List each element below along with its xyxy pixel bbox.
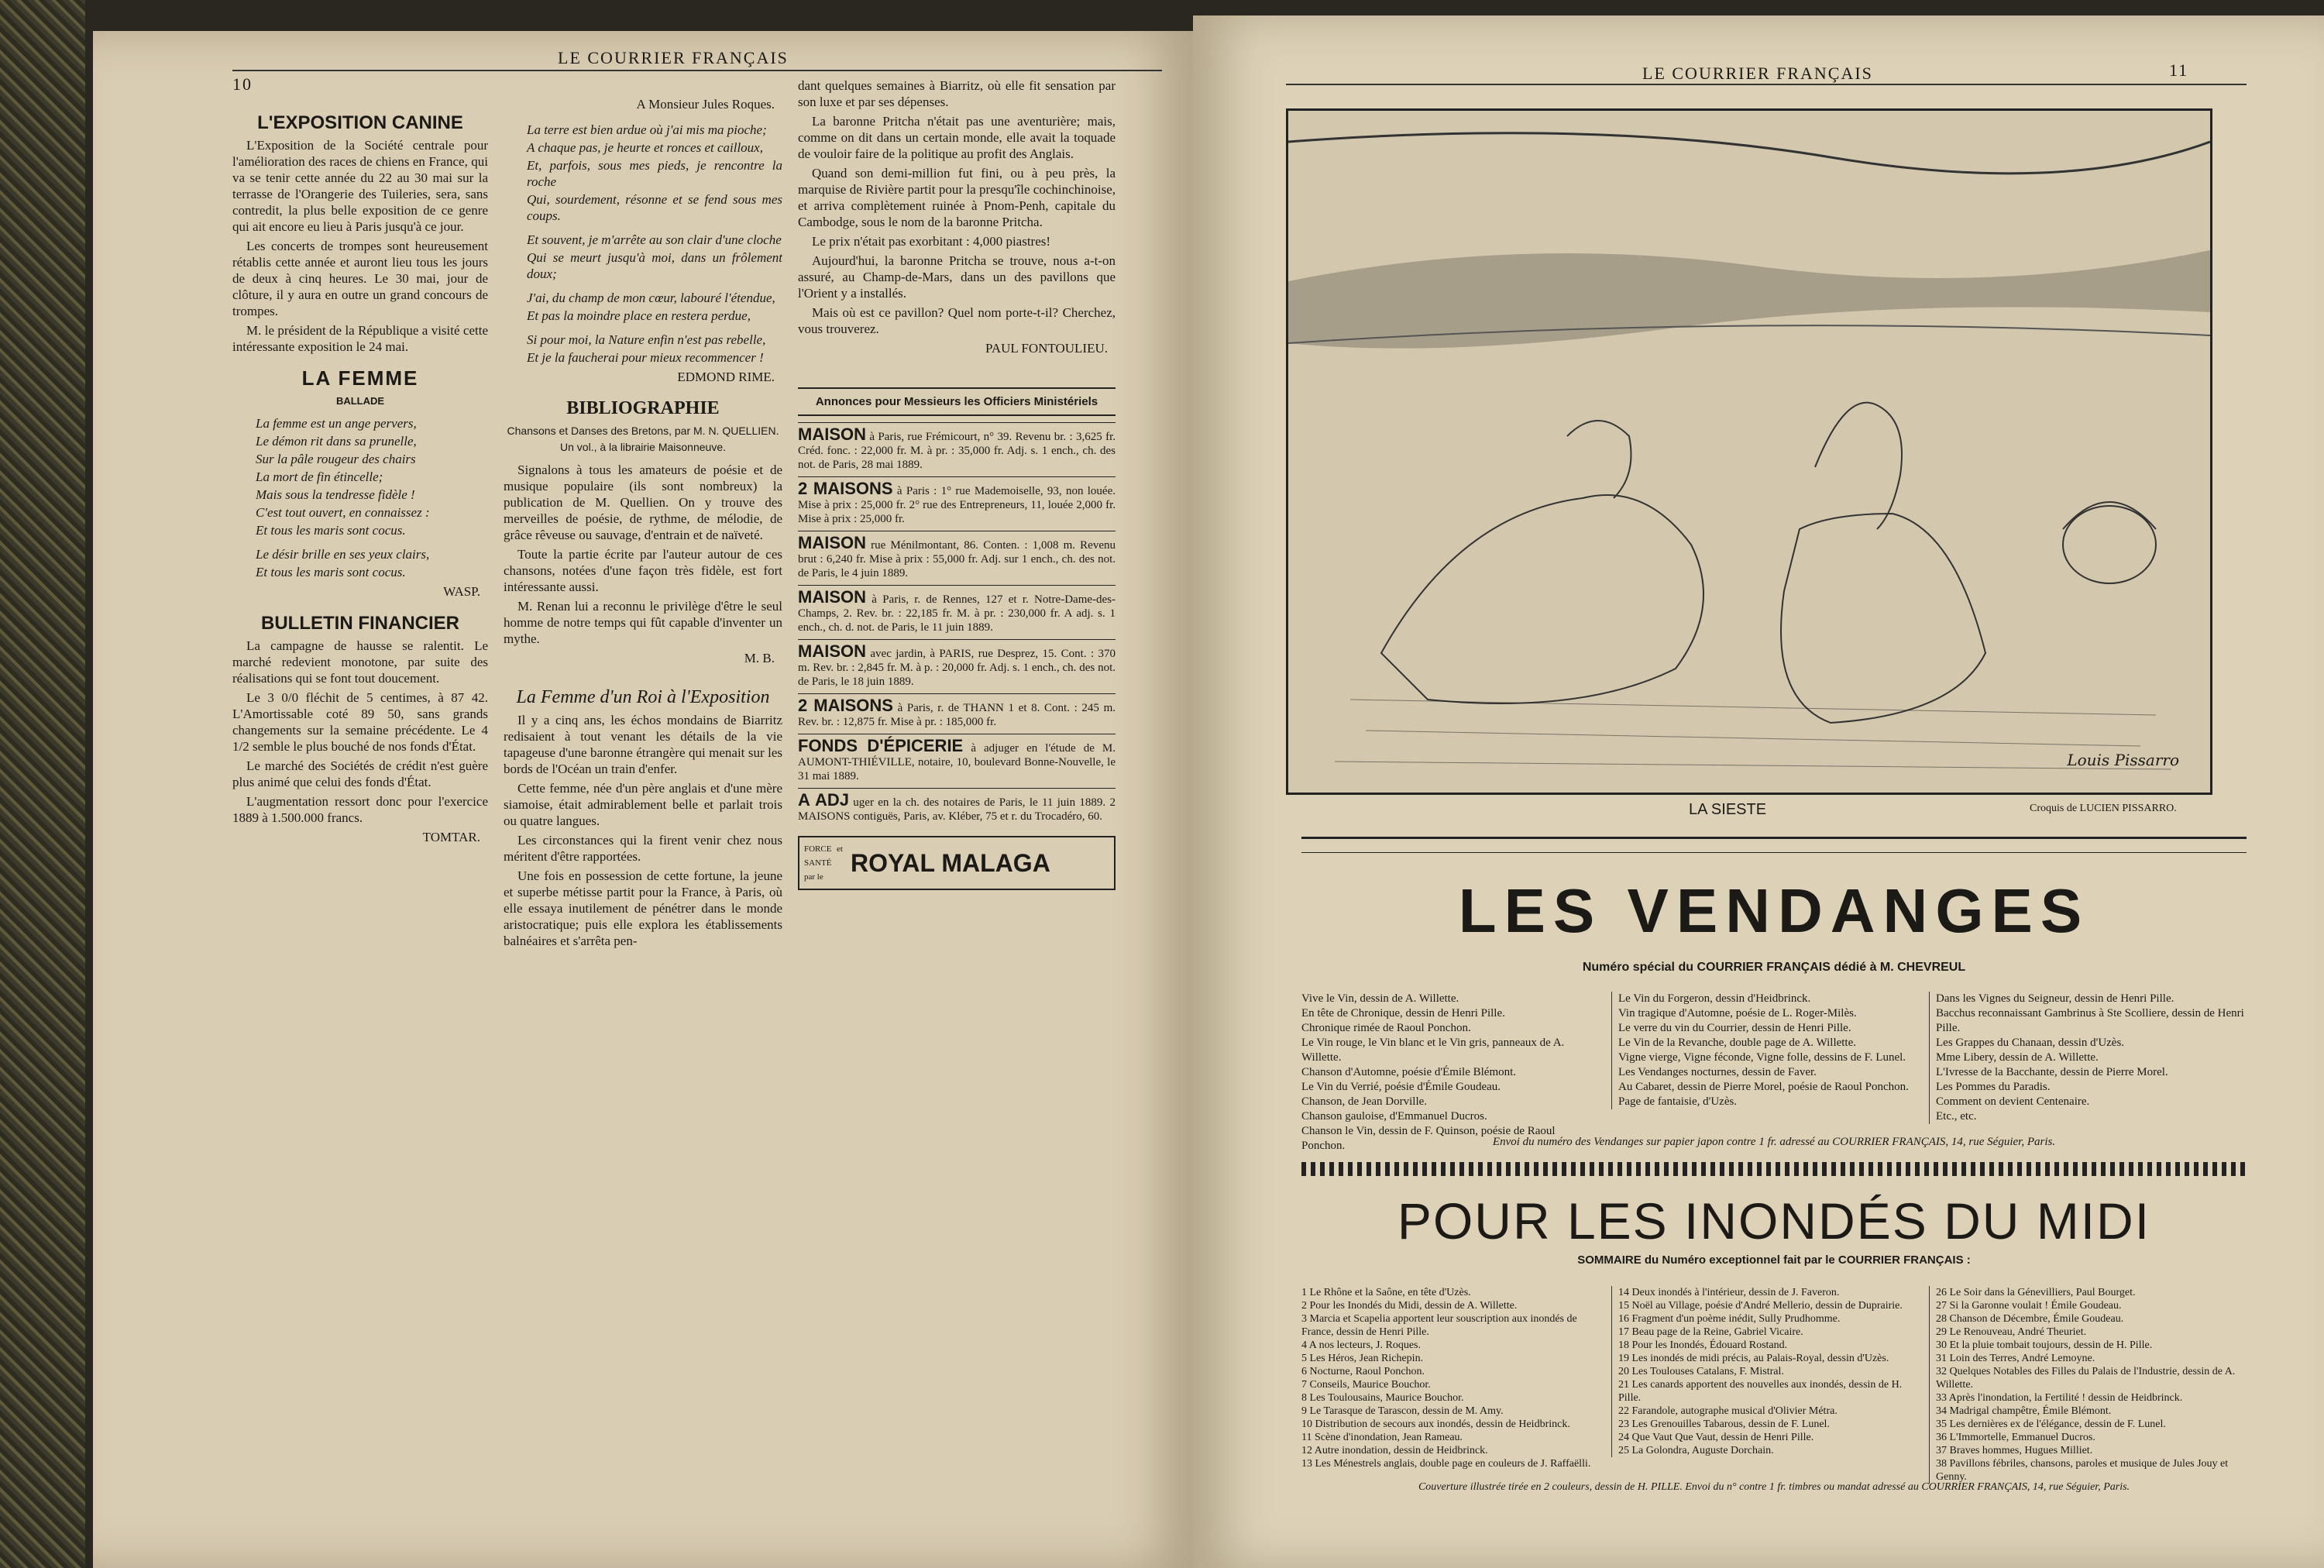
vendanges-list-3	[1929, 992, 2246, 1124]
list-item: 19 Les inondés de midi précis, au Palais-Royal, dessin d'Uzès.	[1618, 1353, 1889, 1364]
list-item: 3 Marcia et Scapelia apportent leur souscription aux inondés de France, dessin de Henri Pille.	[1301, 1313, 1577, 1338]
poem-line: J'ai, du champ de mon cœur, labouré l'étendue,	[527, 291, 775, 305]
ad-heading: A ADJ	[798, 790, 849, 810]
list-item: 12 Autre inondation, dessin de Heidbrinck.	[1301, 1445, 1488, 1456]
paragraph: Quand son demi-million fut fini, ou à peu près, la marquise de Rivière partit pour la presqu'île cochinchinoise, et arriva complètement ruinée à Pnom-Penh, capitale du Cambodge, sous le nom de la baronne Pritcha.	[798, 166, 1116, 229]
ad-text: à adjuger en l'étude de M. AUMONT-THIÉVILLE, notaire, 10, boulevard Bonne-Nouvelle, le 31 mai 1889.	[798, 742, 1116, 782]
header-rule-left	[232, 70, 1162, 71]
list-item: Le verre du vin du Courrier, dessin de Henri Pille.	[1618, 1022, 1851, 1034]
poem-line: Le désir brille en ses yeux clairs,	[256, 547, 430, 562]
poem-signature: EDMOND RIME.	[677, 370, 775, 384]
list-item: Les Grappes du Chanaan, dessin d'Uzès.	[1936, 1037, 2125, 1049]
list-item: Bacchus reconnaissant Gambrinus à Ste Scolliere, dessin de Henri Pille.	[1936, 1007, 2244, 1034]
list-item: Chronique rimée de Raoul Ponchon.	[1301, 1022, 1471, 1034]
paragraph: dant quelques semaines à Biarritz, où elle fit sensation par son luxe et par ses dépenses.	[798, 78, 1116, 109]
left-column-2	[504, 93, 782, 1503]
poem-line: Sur la pâle rougeur des chairs	[256, 452, 416, 466]
la-femme-poem	[232, 415, 488, 580]
inondes-note: Couverture illustrée tirée en 2 couleurs, dessin de H. PILLE. Envoi du n° contre 1 fr. timbres ou mandat adressé au COURRIER FRANÇAIS, 14, rue Séguier, Paris.	[1418, 1481, 2130, 1493]
list-item: 33 Après l'inondation, la Fertilité ! dessin de Heidbrinck.	[1936, 1392, 2183, 1404]
paragraph: Il y a cinq ans, les échos mondains de Biarritz redisaient à tout venant les détails de la vie tapageuse d'une baronne étrangère qui menait sur les bords de l'Océan un train d'enfer.	[504, 713, 782, 776]
header-rule-right	[1286, 84, 2247, 85]
inondes-subtitle: SOMMAIRE du Numéro exceptionnel fait par le COURRIER FRANÇAIS :	[1577, 1253, 1971, 1267]
inondes-list-3	[1929, 1286, 2246, 1484]
ad-text: uger en la ch. des notaires de Paris, le 11 juin 1889. 2 MAISONS contiguës, Paris, av. Kléber, 75 et r. du Trocadéro, 60.	[798, 796, 1116, 823]
list-item: 21 Les canards apportent des nouvelles aux inondés, dessin de H. Pille.	[1618, 1379, 1903, 1404]
la-sieste-illustration	[1286, 108, 2212, 795]
paragraph: La baronne Pritcha n'était pas une aventurière; mais, comme on dit dans un certain monde, elle avait la toquade de vouloir faire de la politique au profit des Anglais.	[798, 114, 1116, 161]
list-item: 6 Nocturne, Raoul Ponchon.	[1301, 1366, 1425, 1377]
list-item: Dans les Vignes du Seigneur, dessin de Henri Pille.	[1936, 992, 2174, 1005]
left-column-3	[798, 77, 1116, 1518]
paragraph: Aujourd'hui, la baronne Pritcha se trouve, nous a-t-on assuré, au Champ-de-Mars, dans un des pavillons que l'Orient y a installés.	[798, 253, 1116, 301]
sketch-drawing	[1288, 111, 2210, 793]
bibliographie-signature: M. B.	[744, 651, 775, 665]
dedicated-poem	[504, 122, 782, 366]
paragraph: L'Exposition de la Société centrale pour l'amélioration des races de chiens en France, qui va se tenir cette année du 22 au 30 mai sur la terrasse de l'Orangerie des Tuileries, sera, sans contredit, la plus belle exposition de ce genre qui ait encore eu lieu à Paris jusqu'à ce jour.	[232, 138, 488, 234]
poem-line: Et pas la moindre place en restera perdue,	[527, 308, 751, 323]
list-item: Vigne vierge, Vigne féconde, Vigne folle, dessins de F. Lunel.	[1618, 1051, 1906, 1064]
section-rule	[1301, 852, 2247, 853]
poem-line: Qui se meurt jusqu'à moi, dans un frôlement doux;	[527, 250, 782, 281]
book-binding	[0, 0, 85, 1568]
poem-line: Et je la faucherai pour mieux recommencer !	[527, 350, 764, 365]
poem-line: Et tous les maris sont cocus.	[256, 523, 406, 538]
ad-text: à Paris : 1° rue Mademoiselle, 93, non louée. Mise à prix : 25,000 fr. 2° rue des Entrepreneurs, 11, louée 2,000 fr. Mise à prix : 25,000 fr.	[798, 485, 1116, 525]
list-item: Vin tragique d'Automne, poésie de L. Roger-Milès.	[1618, 1007, 1857, 1020]
vendanges-list-1	[1301, 992, 1596, 1154]
list-item: 35 Les dernières ex de l'élégance, dessin de F. Lunel.	[1936, 1418, 2166, 1430]
list-item: 9 Le Tarasque de Tarascon, dessin de M. Amy.	[1301, 1405, 1504, 1417]
bibliographie-title: BIBLIOGRAPHIE	[566, 398, 720, 418]
list-item: Chanson, de Jean Dorville.	[1301, 1095, 1428, 1108]
illustration-caption: LA SIESTE	[1689, 801, 1767, 818]
poem-line: Le démon rit dans sa prunelle,	[256, 434, 417, 449]
ad-heading: 2 MAISONS	[798, 696, 893, 715]
ad-heading: MAISON	[798, 425, 866, 444]
paragraph: Toute la partie écrite par l'auteur autour de ces chansons, notées d'une façon très fidèle, est fort intéressante aussi.	[504, 547, 782, 594]
list-item: 25 La Golondra, Auguste Dorchain.	[1618, 1445, 1774, 1456]
illustration-credit: Croquis de LUCIEN PISSARRO.	[2030, 803, 2177, 814]
poem-line: Et souvent, je m'arrête au son clair d'une cloche	[527, 232, 782, 247]
paragraph: Une fois en possession de cette fortune, la jeune et superbe métisse partit pour la France, à Paris, où elle essaya inutilement de pénétrer dans le monde aristocratique; puis elle explora les établissements balnéaires et s'arrêta pen-	[504, 868, 782, 948]
les-vendanges-subtitle: Numéro spécial du COURRIER FRANÇAIS dédié à M. CHEVREUL	[1582, 961, 1966, 974]
section-rule	[1301, 837, 2247, 839]
list-item: 26 Le Soir dans la Génevilliers, Paul Bourget.	[1936, 1287, 2136, 1298]
list-item: 13 Les Ménestrels anglais, double page en couleurs de J. Raffaëlli.	[1301, 1458, 1591, 1470]
ad-block	[798, 788, 1116, 828]
list-item: 27 Si la Garonne voulait ! Émile Goudeau.	[1936, 1300, 2122, 1312]
royal-malaga-label: FORCE et SANTÉ par le	[804, 844, 843, 882]
ad-block	[798, 422, 1116, 476]
paragraph: Les circonstances qui la firent venir chez nous méritent d'être rapportées.	[504, 833, 782, 864]
ad-text: à Paris, rue Frémicourt, n° 39. Revenu br. : 3,625 fr. Créd. fonc. : 22,000 fr. M. à pr. : 35,000 fr. Adj. s. 1 ench., ch. des not. de Paris, 28 mai 1889.	[798, 431, 1116, 471]
ad-heading: MAISON	[798, 641, 866, 661]
paragraph: M. le président de la République a visité cette intéressante exposition le 24 mai.	[232, 323, 488, 354]
list-item: 8 Les Toulousains, Maurice Bouchor.	[1301, 1392, 1464, 1404]
ad-heading: 2 MAISONS	[798, 479, 893, 498]
page-number-right: 11	[2169, 60, 2189, 80]
poem-line: Et, parfois, sous mes pieds, je rencontre la roche	[527, 158, 782, 189]
ad-block	[798, 585, 1116, 639]
list-item: Chanson le Vin, dessin de F. Quinson, poésie de Raoul Ponchon.	[1301, 1125, 1556, 1152]
paragraph: Le marché des Sociétés de crédit n'est guère plus animé que celui des fonds d'État.	[232, 758, 488, 789]
list-item: En tête de Chronique, dessin de Henri Pille.	[1301, 1007, 1505, 1020]
list-item: 31 Loin des Terres, André Lemoyne.	[1936, 1353, 2095, 1364]
list-item: 7 Conseils, Maurice Bouchor.	[1301, 1379, 1431, 1391]
paragraph: Cette femme, née d'un père anglais et d'une mère siamoise, était admirablement belle et parlait trois ou quatre langues.	[504, 781, 782, 828]
poem-line: Mais sous la tendresse fidèle !	[256, 487, 415, 502]
ad-text: à Paris, r. de Rennes, 127 et r. Notre-Dame-des-Champs, 2. Rev. br. : 22,185 fr. M. à pr. : 230,000 fr. A adj. s. 1 ench., ch. d. not. de Paris, le 11 juin 1889.	[798, 593, 1116, 634]
list-item: 32 Quelques Notables des Filles du Palais de l'Industrie, dessin de A. Willette.	[1936, 1366, 2236, 1391]
ad-text: à Paris, r. de THANN 1 et 8. Cont. : 245 m. Rev. br. : 12,875 fr. Mise à pr. : 185,000 fr.	[798, 702, 1116, 728]
ad-block	[798, 531, 1116, 585]
poem-line: Qui, sourdement, résonne et se fend sous mes coups.	[527, 192, 782, 223]
paragraph: M. Renan lui a reconnu le privilège d'être le seul homme de notre temps qui fût capable d'inventer un mythe.	[504, 599, 782, 646]
list-item: 22 Farandole, autographe musical d'Olivier Métra.	[1618, 1405, 1838, 1417]
ad-heading: MAISON	[798, 533, 866, 552]
page-number-left: 10	[232, 74, 253, 94]
list-item: 38 Pavillons fébriles, chansons, paroles et musique de Jules Jouy et Genny.	[1936, 1458, 2229, 1483]
list-item: Chanson gauloise, d'Emmanuel Ducros.	[1301, 1110, 1487, 1123]
poem-line: La mort de fin étincelle;	[256, 469, 383, 484]
list-item: 30 Et la pluie tombait toujours, dessin de H. Pille.	[1936, 1339, 2153, 1351]
list-item: Etc., etc.	[1936, 1110, 1977, 1123]
illustration-signature: Louis Pissarro	[2067, 751, 2179, 769]
bulletin-signature: TOMTAR.	[422, 830, 480, 844]
list-item: L'Ivresse de la Bacchante, dessin de Pierre Morel.	[1936, 1066, 2168, 1078]
ad-block	[798, 639, 1116, 693]
article-signature: PAUL FONTOULIEU.	[985, 341, 1108, 356]
list-item: Mme Libery, dessin de A. Willette.	[1936, 1051, 2099, 1064]
decorative-ornament-border	[1301, 1162, 2247, 1176]
paragraph: Le 3 0/0 fléchit de 5 centimes, à 87 42. L'Amortissable coté 89 50, sans grands changements sur la semaine précédente. Le 4 1/2 semble le plus bouché de nos fonds d'État.	[232, 690, 488, 754]
list-item: 34 Madrigal champêtre, Émile Blémont.	[1936, 1405, 2112, 1417]
vendanges-list-2	[1611, 992, 1920, 1109]
list-item: 11 Scène d'inondation, Jean Rameau.	[1301, 1432, 1463, 1443]
list-item: 24 Que Vaut Que Vaut, dessin de Henri Pille.	[1618, 1432, 1814, 1443]
ad-block	[798, 476, 1116, 531]
list-item: 18 Pour les Inondés, Édouard Rostand.	[1618, 1339, 1788, 1351]
list-item: 20 Les Toulouses Catalans, F. Mistral.	[1618, 1366, 1784, 1377]
poem-line: C'est tout ouvert, en connaissez :	[256, 505, 430, 520]
inondes-list-2	[1611, 1286, 1920, 1457]
list-item: 14 Deux inondés à l'intérieur, dessin de J. Faveron.	[1618, 1287, 1840, 1298]
list-item: Le Vin du Verrié, poésie d'Émile Goudeau.	[1301, 1081, 1501, 1093]
list-item: 37 Braves hommes, Hugues Milliet.	[1936, 1445, 2093, 1456]
paragraph: La campagne de hausse se ralentit. Le marché redevient monotone, par suite des réalisations qui se font tout doucement.	[232, 638, 488, 686]
ad-block	[798, 693, 1116, 734]
list-item: 2 Pour les Inondés du Midi, dessin de A. Willette.	[1301, 1300, 1518, 1312]
poem-line: La femme est un ange pervers,	[256, 416, 417, 431]
running-head-right: LE COURRIER FRANÇAIS	[1642, 64, 1873, 83]
inondes-title: POUR LES INONDÉS DU MIDI	[1397, 1192, 2151, 1250]
la-femme-signature: WASP.	[443, 584, 480, 599]
poem-line: A chaque pas, je heurte et ronces et cailloux,	[527, 140, 763, 155]
les-vendanges-title: LES VENDANGES	[1458, 876, 2090, 945]
list-item: 15 Noël au Village, poésie d'André Mellerio, dessin de Duprairie.	[1618, 1300, 1903, 1312]
list-item: 10 Distribution de secours aux inondés, dessin de Heidbrinck.	[1301, 1418, 1570, 1430]
paragraph: L'augmentation ressort donc pour l'exercice 1889 à 1.500.000 francs.	[232, 794, 488, 825]
list-item: 17 Beau page de la Reine, Gabriel Vicaire.	[1618, 1326, 1803, 1338]
list-item: Page de fantaisie, d'Uzès.	[1618, 1095, 1738, 1108]
list-item: Les Vendanges nocturnes, dessin de Faver.	[1618, 1066, 1817, 1078]
femme-roi-title: La Femme d'un Roi à l'Exposition	[516, 687, 770, 707]
poem-line: La terre est bien ardue où j'ai mis ma pioche;	[527, 122, 767, 137]
running-head-left: LE COURRIER FRANÇAIS	[558, 48, 789, 67]
exposition-canine-title: L'EXPOSITION CANINE	[257, 112, 463, 133]
bibliographie-subtitle: Chansons et Danses des Bretons, par M. N. QUELLIEN. Un vol., à la librairie Maisonneuve.	[507, 425, 779, 453]
list-item: Les Pommes du Paradis.	[1936, 1081, 2051, 1093]
list-item: 28 Chanson de Décembre, Émile Goudeau.	[1936, 1313, 2124, 1325]
royal-malaga-name: ROYAL MALAGA	[851, 849, 1050, 877]
la-femme-title: LA FEMME	[301, 366, 419, 390]
inondes-list-1	[1301, 1286, 1604, 1470]
list-item: Le Vin rouge, le Vin blanc et le Vin gris, panneaux de A. Willette.	[1301, 1037, 1565, 1064]
royal-malaga-ad	[798, 836, 1116, 890]
paragraph: Signalons à tous les amateurs de poésie et de musique populaire (ils sont nombreux) la publication de M. Quellien. On y trouve des merveilles de poésie, de rythme, de mélodie, de grâce rêveuse ou sauvage, d'entrain et de naïveté.	[504, 462, 782, 542]
poem-line: Si pour moi, la Nature enfin n'est pas rebelle,	[527, 332, 766, 347]
list-item: 23 Les Grenouilles Tabarous, dessin de F. Lunel.	[1618, 1418, 1830, 1430]
ad-text: avec jardin, à PARIS, rue Desprez, 15. Cont. : 370 m. Rev. br. : 2,845 fr. M. à p. : 20,000 fr. Adj. s. 1 ench., ch. des not. de Paris, le 18 juin 1889.	[798, 648, 1116, 688]
paragraph: Mais où est ce pavillon? Quel nom porte-t-il? Cherchez, vous trouverez.	[798, 305, 1116, 336]
list-item: Le Vin de la Revanche, double page de A. Willette.	[1618, 1037, 1857, 1049]
left-column-1	[232, 108, 488, 1503]
ad-text: rue Ménilmontant, 86. Conten. : 1,008 m. Revenu brut : 6,240 fr. Mise à prix : 55,000 fr. Adj. sur 1 ench., ch. des not. de Paris, le 4 juin 1889.	[798, 539, 1116, 579]
list-item: 29 Le Renouveau, André Theuriet.	[1936, 1326, 2087, 1338]
ad-block	[798, 734, 1116, 788]
paragraph: Le prix n'était pas exorbitant : 4,000 piastres!	[812, 234, 1051, 249]
list-item: 16 Fragment d'un poème inédit, Sully Prudhomme.	[1618, 1313, 1841, 1325]
ballade-subtitle: BALLADE	[335, 395, 385, 407]
ad-heading: FONDS D'ÉPICERIE	[798, 736, 964, 755]
list-item: 36 L'Immortelle, Emmanuel Ducros.	[1936, 1432, 2095, 1443]
poem-line: Et tous les maris sont cocus.	[256, 565, 406, 579]
annonces-title: Annonces pour Messieurs les Officiers Ministériels	[798, 387, 1116, 416]
list-item: Au Cabaret, dessin de Pierre Morel, poésie de Raoul Ponchon.	[1618, 1081, 1909, 1093]
list-item: Vive le Vin, dessin de A. Willette.	[1301, 992, 1459, 1005]
paragraph: Les concerts de trompes sont heureusement rétablis cette année et auront lieu tous les jours de deux à cinq heures. Le 30 mai, jour de clôture, il y aura en outre un grand concours de trompes.	[232, 239, 488, 318]
list-item: 5 Les Héros, Jean Richepin.	[1301, 1353, 1424, 1364]
vendanges-note: Envoi du numéro des Vendanges sur papier japon contre 1 fr. adressé au COURRIER FRANÇAIS, 14, rue Séguier, Paris.	[1492, 1136, 2056, 1148]
poem-dedication: A Monsieur Jules Roques.	[636, 97, 775, 112]
list-item: Le Vin du Forgeron, dessin d'Heidbrinck.	[1618, 992, 1811, 1005]
list-item: 1 Le Rhône et la Saône, en tête d'Uzès.	[1301, 1287, 1471, 1298]
ad-heading: MAISON	[798, 587, 866, 607]
bulletin-financier-title: BULLETIN FINANCIER	[261, 613, 459, 634]
list-item: 4 A nos lecteurs, J. Roques.	[1301, 1339, 1421, 1351]
list-item: Chanson d'Automne, poésie d'Émile Blémont.	[1301, 1066, 1517, 1078]
list-item: Comment on devient Centenaire.	[1936, 1095, 2090, 1108]
